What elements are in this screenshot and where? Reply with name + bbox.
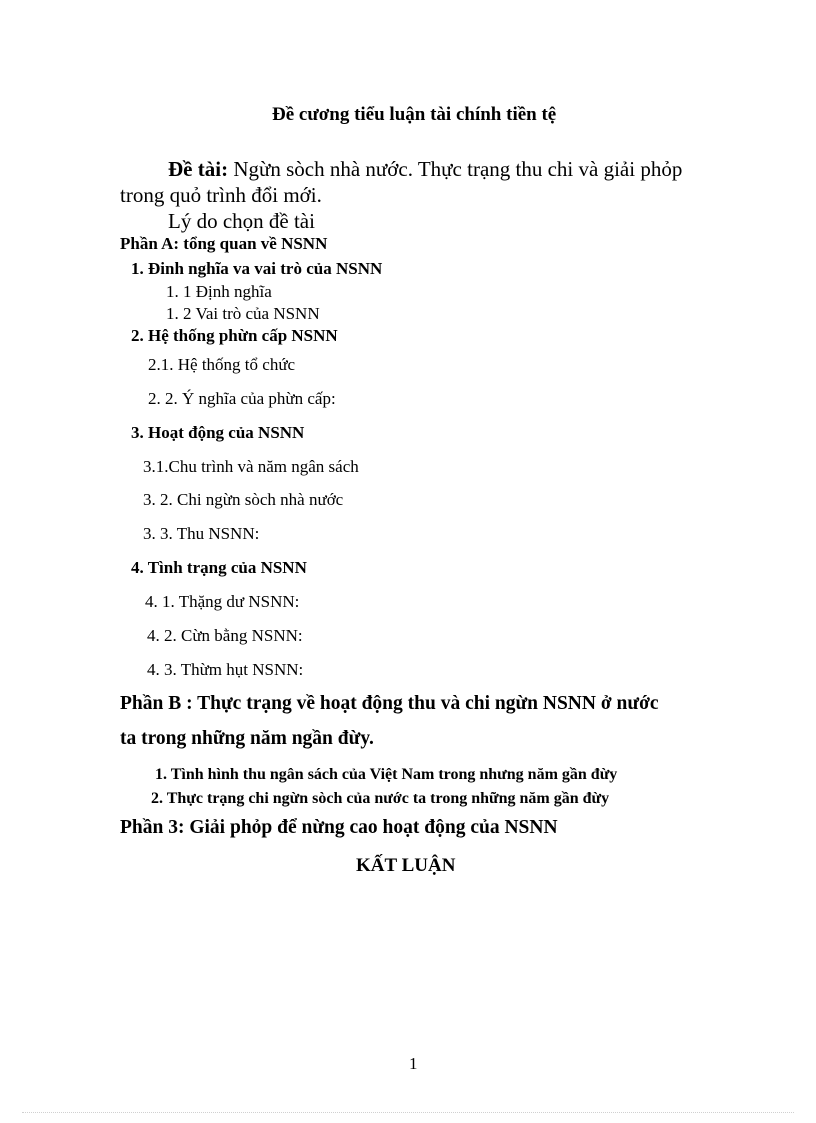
section-4-item-2: 4. 2. Cừn bằng NSNN: xyxy=(147,626,303,645)
section-2-item-1: 2.1. Hệ thống tổ chức xyxy=(148,355,296,374)
topic-line-1 xyxy=(168,157,682,181)
section-4-title: 4. Tình trạng của NSNN xyxy=(131,558,307,577)
part-3-heading: Phần 3: Giải phỏp để nừng cao hoạt động của NSNN xyxy=(120,817,558,838)
part-b-heading-line-2: ta trong những năm ngần đừy. xyxy=(120,728,374,749)
part-b-item-2: 2. Thực trạng chi ngừn sòch của nước ta trong những năm gần đừy xyxy=(151,790,610,807)
section-3-title: 3. Hoạt động của NSNN xyxy=(131,423,305,442)
page-number: 1 xyxy=(409,1054,418,1073)
topic-text: Ngừn sòch nhà nước. Thực trạng thu chi và giải phỏp xyxy=(233,157,683,181)
section-1-item-2: 1. 2 Vai trò của NSNN xyxy=(166,304,320,323)
section-3-item-1: 3.1.Chu trình và năm ngân sách xyxy=(143,457,359,476)
page-bottom-divider xyxy=(22,1112,794,1113)
section-4-item-3: 4. 3. Thừm hụt NSNN: xyxy=(147,660,304,679)
reason-line: Lý do chọn đề tài xyxy=(168,209,315,233)
section-3-item-2: 3. 2. Chi ngừn sòch nhà nước xyxy=(143,490,344,509)
part-b-heading-line-1: Phần B : Thực trạng về hoạt động thu và chi ngừn NSNN ở nước xyxy=(120,693,659,714)
section-2-item-2: 2. 2. Ý nghĩa của phừn cấp: xyxy=(148,389,336,408)
section-3-item-3: 3. 3. Thu NSNN: xyxy=(143,524,260,543)
part-a-heading: Phần A: tổng quan về NSNN xyxy=(120,234,328,253)
conclusion-heading: KẤT LUẬN xyxy=(356,855,456,876)
topic-label: Đề tài: xyxy=(168,157,229,181)
section-4-item-1: 4. 1. Thặng dư NSNN: xyxy=(145,592,300,611)
section-1-item-1: 1. 1 Định nghĩa xyxy=(166,282,272,301)
topic-line-2: trong quỏ trình đổi mới. xyxy=(120,183,322,207)
section-2-title: 2. Hệ thống phừn cấp NSNN xyxy=(131,326,338,345)
part-b-item-1: 1. Tình hình thu ngân sách của Việt Nam trong nhưng năm gần đừy xyxy=(155,766,618,783)
document-title: Đề cương tiểu luận tài chính tiền tệ xyxy=(272,104,557,125)
section-1-title: 1. Đinh nghĩa va vai trò của NSNN xyxy=(131,259,383,278)
